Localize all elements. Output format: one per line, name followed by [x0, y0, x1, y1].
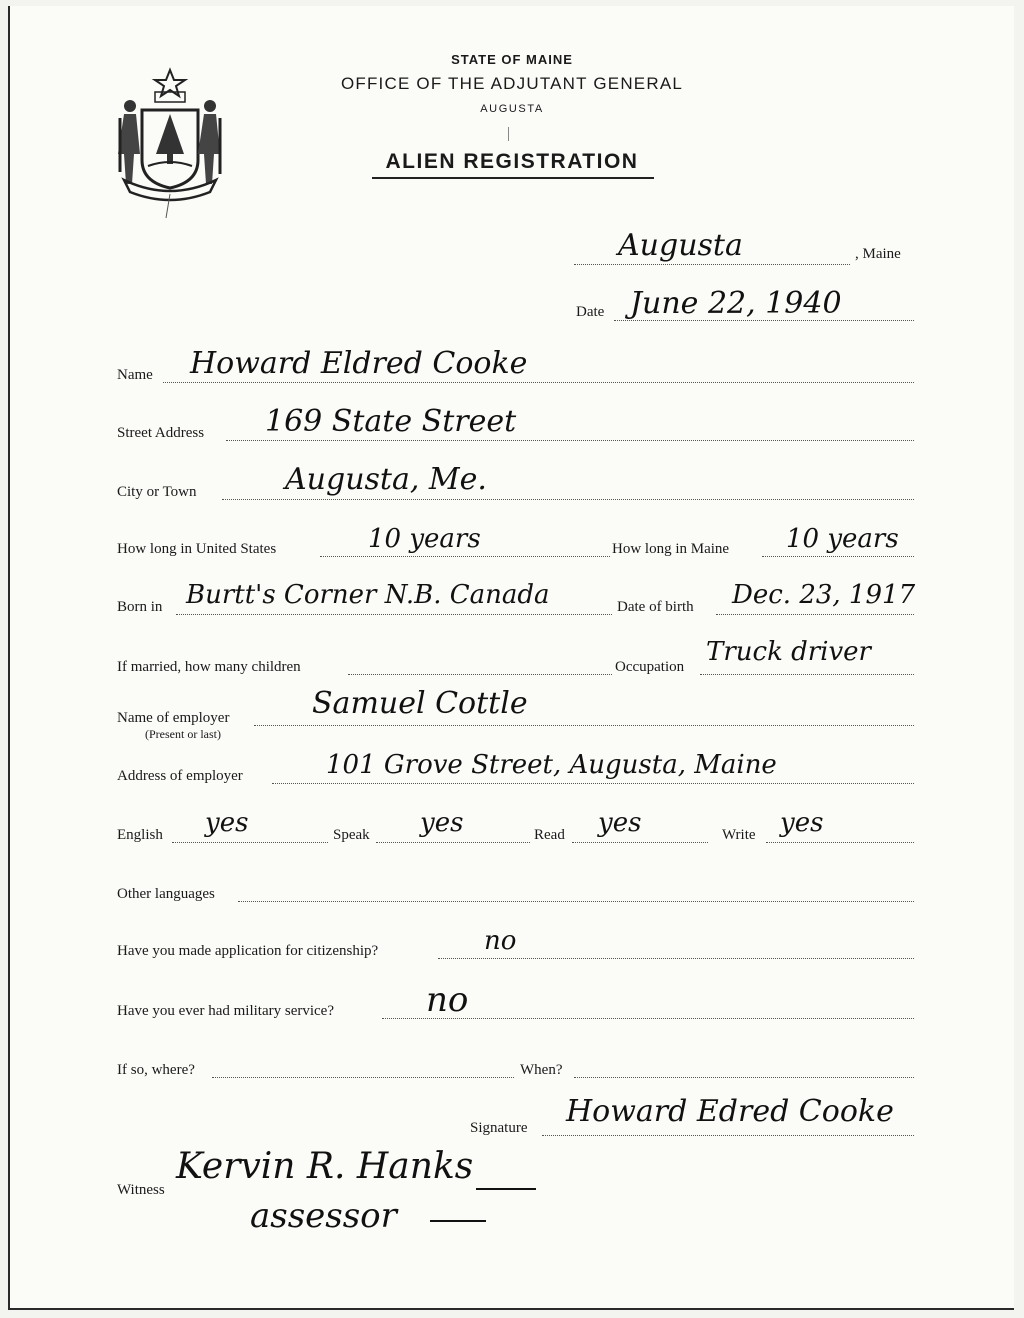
employer-note: (Present or last) [145, 727, 221, 741]
witness-underline [476, 1188, 536, 1190]
street-line [226, 440, 914, 441]
how-long-maine-value[interactable]: 10 years [786, 524, 899, 554]
signature-line [542, 1135, 914, 1136]
write-line [766, 842, 914, 843]
name-value[interactable]: Howard Eldred Cooke [190, 346, 528, 381]
witness-label: Witness [117, 1182, 165, 1198]
how-long-us-value[interactable]: 10 years [368, 524, 481, 554]
dob-value[interactable]: Dec. 23, 1917 [732, 580, 916, 610]
military-value[interactable]: no [426, 980, 469, 1020]
other-languages-line [238, 901, 914, 902]
street-label: Street Address [117, 425, 205, 441]
read-line [572, 842, 708, 843]
how-long-us-line [320, 556, 610, 557]
signature-label: Signature [470, 1120, 528, 1136]
when-label: When? [520, 1062, 563, 1078]
witness-title-value[interactable]: assessor [250, 1196, 397, 1236]
how-long-us-label: How long in United States [117, 541, 277, 557]
office-heading: OFFICE OF THE ADJUTANT GENERAL [340, 74, 684, 93]
title-underline [372, 177, 654, 179]
occupation-line [700, 674, 914, 675]
place-value[interactable]: Augusta [618, 228, 743, 263]
speak-line [376, 842, 530, 843]
born-in-line [176, 614, 612, 615]
place-line [574, 264, 850, 265]
name-line [163, 382, 914, 383]
speak-value[interactable]: yes [420, 808, 464, 838]
signature-value[interactable]: Howard Edred Cooke [566, 1094, 894, 1129]
other-languages-label: Other languages [117, 886, 215, 902]
header-divider [508, 127, 509, 141]
street-value[interactable]: 169 State Street [265, 404, 517, 439]
write-value[interactable]: yes [780, 808, 824, 838]
born-in-value[interactable]: Burtt's Corner N.B. Canada [186, 580, 550, 610]
date-label: Date [576, 304, 605, 320]
how-long-maine-line [762, 556, 914, 557]
born-in-label: Born in [117, 599, 163, 615]
state-heading: STATE OF MAINE [451, 52, 573, 67]
city-line [222, 499, 914, 500]
employer-label: Name of employer [117, 710, 230, 726]
dob-label: Date of birth [617, 599, 694, 615]
english-value[interactable]: yes [205, 808, 249, 838]
dob-line [716, 614, 914, 615]
occupation-value[interactable]: Truck driver [706, 637, 871, 667]
how-long-maine-label: How long in Maine [612, 541, 730, 557]
citizenship-line [438, 958, 914, 959]
employer-address-value[interactable]: 101 Grove Street, Augusta, Maine [326, 750, 777, 780]
military-label: Have you ever had military service? [117, 1003, 334, 1019]
english-label: English [117, 827, 163, 843]
employer-value[interactable]: Samuel Cottle [312, 686, 528, 721]
date-value[interactable]: June 22, 1940 [630, 286, 842, 321]
witness-flourish [430, 1220, 486, 1222]
write-label: Write [722, 827, 756, 843]
english-line [172, 842, 328, 843]
read-value[interactable]: yes [598, 808, 642, 838]
children-line [348, 674, 612, 675]
where-line [212, 1077, 514, 1078]
form-title: ALIEN REGISTRATION [385, 150, 639, 173]
city-value[interactable]: Augusta, Me. [285, 462, 487, 497]
city-label: City or Town [117, 484, 197, 500]
employer-address-line [272, 783, 914, 784]
witness-value[interactable]: Kervin R. Hanks [176, 1146, 474, 1187]
maine-label: , Maine [855, 246, 901, 262]
employer-line [254, 725, 914, 726]
read-label: Read [534, 827, 565, 843]
occupation-label: Occupation [615, 659, 685, 675]
employer-address-label: Address of employer [117, 768, 243, 784]
married-label: If married, how many children [117, 659, 301, 675]
citizenship-label: Have you made application for citizenship? [117, 943, 379, 959]
name-label: Name [117, 367, 153, 383]
where-label: If so, where? [117, 1062, 195, 1078]
city-heading: AUGUSTA [480, 103, 544, 115]
when-line [574, 1077, 914, 1078]
citizenship-value[interactable]: no [484, 926, 517, 956]
speak-label: Speak [333, 827, 370, 843]
